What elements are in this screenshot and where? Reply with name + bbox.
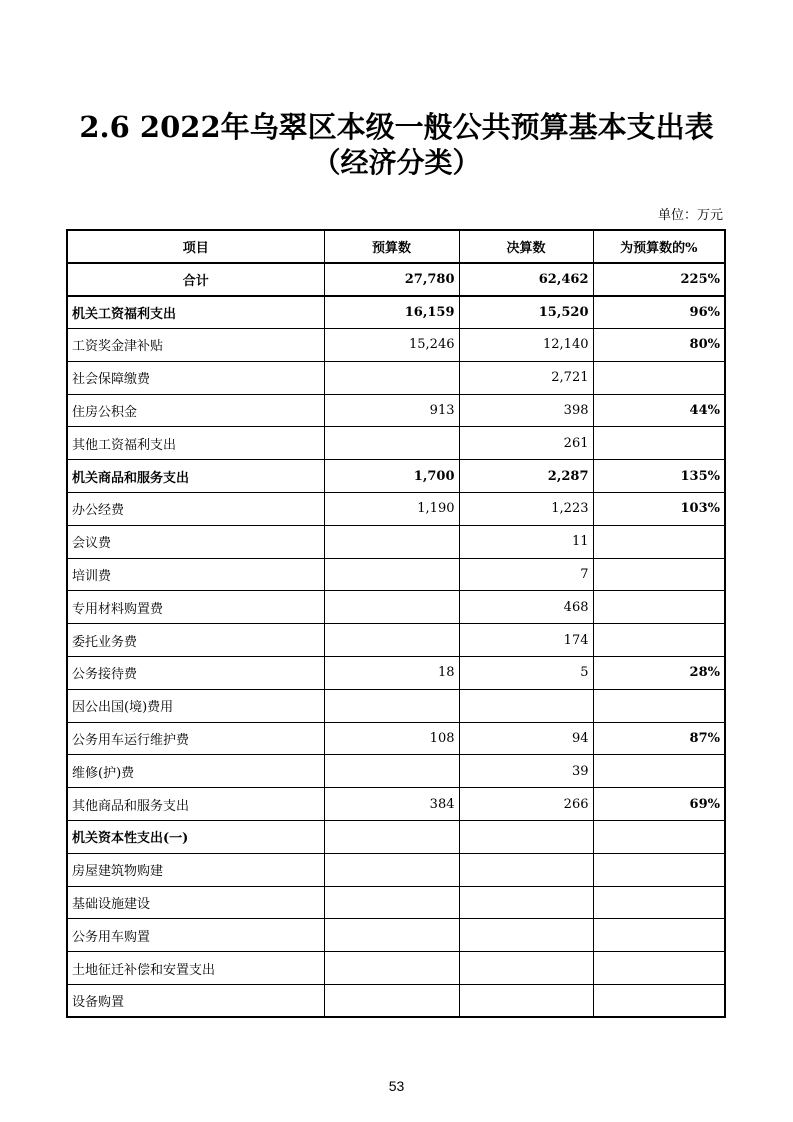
cell-budget <box>324 919 459 952</box>
cell-final: 94 <box>459 722 593 755</box>
cell-final: 468 <box>459 591 593 624</box>
cell-budget <box>324 985 459 1018</box>
cell-ratio <box>593 361 725 394</box>
table-row <box>67 263 725 296</box>
header-final: 决算数 <box>459 230 593 263</box>
cell-item: 机关工资福利支出 <box>67 296 324 329</box>
unit-label: 单位：万元 <box>657 208 723 223</box>
cell-ratio <box>593 427 725 460</box>
cell-item: 会议费 <box>67 525 324 558</box>
cell-budget <box>324 755 459 788</box>
page-number: 53 <box>388 1078 405 1094</box>
table-row <box>67 985 725 1018</box>
table-row <box>67 525 725 558</box>
cell-ratio: 80% <box>593 329 725 362</box>
table-row <box>67 853 725 886</box>
cell-budget: 1,700 <box>324 460 459 493</box>
table-row <box>67 821 725 854</box>
cell-budget: 27,780 <box>324 263 459 296</box>
cell-final: 11 <box>459 525 593 558</box>
cell-ratio: 87% <box>593 722 725 755</box>
table-row <box>67 657 725 690</box>
cell-ratio <box>593 689 725 722</box>
cell-budget: 18 <box>324 657 459 690</box>
cell-budget <box>324 624 459 657</box>
cell-final: 1,223 <box>459 493 593 526</box>
cell-ratio <box>593 821 725 854</box>
cell-ratio <box>593 985 725 1018</box>
header-item: 项目 <box>67 230 324 263</box>
table-row <box>67 886 725 919</box>
cell-item: 合计 <box>67 263 324 296</box>
cell-item: 因公出国(境)费用 <box>67 689 324 722</box>
cell-final: 266 <box>459 788 593 821</box>
cell-budget <box>324 591 459 624</box>
table-row <box>67 689 725 722</box>
cell-final <box>459 919 593 952</box>
table-row <box>67 394 725 427</box>
cell-final <box>459 689 593 722</box>
cell-final <box>459 952 593 985</box>
cell-item: 住房公积金 <box>67 394 324 427</box>
cell-final: 5 <box>459 657 593 690</box>
cell-ratio: 44% <box>593 394 725 427</box>
cell-ratio <box>593 558 725 591</box>
table-row <box>67 591 725 624</box>
cell-ratio <box>593 952 725 985</box>
cell-ratio <box>593 919 725 952</box>
cell-final: 62,462 <box>459 263 593 296</box>
cell-final: 2,721 <box>459 361 593 394</box>
cell-budget: 1,190 <box>324 493 459 526</box>
cell-item: 维修(护)费 <box>67 755 324 788</box>
cell-item: 公务接待费 <box>67 657 324 690</box>
cell-item: 公务用车运行维护费 <box>67 722 324 755</box>
table-row <box>67 296 725 329</box>
cell-final <box>459 985 593 1018</box>
cell-item: 房屋建筑物购建 <box>67 853 324 886</box>
cell-ratio: 28% <box>593 657 725 690</box>
table-row <box>67 460 725 493</box>
table-header-row <box>67 230 725 263</box>
cell-item: 设备购置 <box>67 985 324 1018</box>
cell-budget <box>324 361 459 394</box>
cell-item: 其他商品和服务支出 <box>67 788 324 821</box>
header-budget: 预算数 <box>324 230 459 263</box>
cell-final: 261 <box>459 427 593 460</box>
table-row <box>67 624 725 657</box>
cell-item: 工资奖金津补贴 <box>67 329 324 362</box>
cell-budget <box>324 558 459 591</box>
cell-budget <box>324 525 459 558</box>
cell-final: 12,140 <box>459 329 593 362</box>
cell-budget: 108 <box>324 722 459 755</box>
cell-item: 土地征迁补偿和安置支出 <box>67 952 324 985</box>
cell-item: 培训费 <box>67 558 324 591</box>
cell-budget: 16,159 <box>324 296 459 329</box>
table-row <box>67 952 725 985</box>
table-row <box>67 329 725 362</box>
cell-ratio: 135% <box>593 460 725 493</box>
cell-item: 社会保障缴费 <box>67 361 324 394</box>
cell-item: 委托业务费 <box>67 624 324 657</box>
cell-budget <box>324 886 459 919</box>
page-subtitle: （经济分类） <box>312 146 481 179</box>
cell-ratio: 96% <box>593 296 725 329</box>
cell-final: 7 <box>459 558 593 591</box>
cell-ratio <box>593 886 725 919</box>
cell-budget <box>324 952 459 985</box>
cell-final: 174 <box>459 624 593 657</box>
table-row <box>67 427 725 460</box>
cell-ratio <box>593 624 725 657</box>
cell-budget: 384 <box>324 788 459 821</box>
cell-item: 机关资本性支出(一) <box>67 821 324 854</box>
cell-item: 基础设施建设 <box>67 886 324 919</box>
cell-budget <box>324 427 459 460</box>
table-body <box>67 263 725 1017</box>
cell-final <box>459 886 593 919</box>
cell-budget: 15,246 <box>324 329 459 362</box>
cell-final: 2,287 <box>459 460 593 493</box>
cell-final <box>459 821 593 854</box>
cell-ratio: 69% <box>593 788 725 821</box>
cell-final: 398 <box>459 394 593 427</box>
cell-item: 机关商品和服务支出 <box>67 460 324 493</box>
cell-ratio <box>593 755 725 788</box>
cell-budget: 913 <box>324 394 459 427</box>
cell-ratio <box>593 591 725 624</box>
cell-item: 专用材料购置费 <box>67 591 324 624</box>
cell-budget <box>324 853 459 886</box>
table-row <box>67 788 725 821</box>
cell-final <box>459 853 593 886</box>
cell-budget <box>324 689 459 722</box>
table-row <box>67 558 725 591</box>
table-row <box>67 361 725 394</box>
cell-ratio <box>593 853 725 886</box>
table-row <box>67 755 725 788</box>
cell-item: 其他工资福利支出 <box>67 427 324 460</box>
cell-final: 39 <box>459 755 593 788</box>
budget-table <box>66 229 726 1018</box>
table-row <box>67 722 725 755</box>
cell-item: 办公经费 <box>67 493 324 526</box>
cell-budget <box>324 821 459 854</box>
table-row <box>67 919 725 952</box>
cell-ratio: 225% <box>593 263 725 296</box>
cell-final: 15,520 <box>459 296 593 329</box>
cell-ratio: 103% <box>593 493 725 526</box>
page-title: 2.6 2022年乌翠区本级一般公共预算基本支出表 <box>79 110 714 144</box>
cell-item: 公务用车购置 <box>67 919 324 952</box>
cell-ratio <box>593 525 725 558</box>
table-row <box>67 493 725 526</box>
header-ratio: 为预算数的% <box>593 230 725 263</box>
